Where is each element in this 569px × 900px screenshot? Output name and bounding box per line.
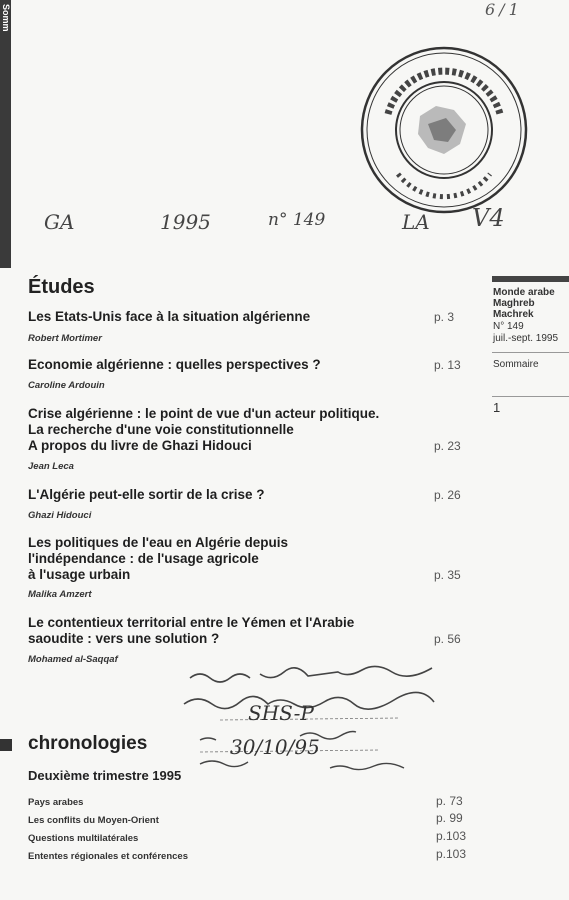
spine-label: Somm	[1, 4, 11, 32]
sidebar-accent-bar	[492, 276, 569, 282]
entry-page: p. 26	[434, 488, 461, 502]
sidebar-rule-1	[492, 352, 569, 353]
entry-title-line: à l'usage urbain	[28, 567, 131, 582]
handwritten-ref-4: LA	[402, 210, 430, 234]
entry-title-line: saoudite : vers une solution ?	[28, 631, 220, 646]
etudes-heading: Études	[28, 276, 95, 298]
entry-title: L'Algérie peut-elle sortir de la crise ?	[28, 487, 265, 502]
journal-name-line-3: Machrek	[493, 309, 534, 320]
stamp-code: SHS-P	[248, 701, 314, 725]
issue-date: juil.-sept. 1995	[493, 333, 559, 344]
page-number: 1	[493, 400, 501, 415]
handwritten-ref-1: GA	[44, 210, 75, 234]
library-seal-stamp	[358, 44, 530, 216]
entry-author: Robert Mortimer	[28, 333, 102, 344]
entry-title: Economie algérienne : quelles perspectives ?	[28, 357, 321, 372]
entry-author: Caroline Ardouin	[28, 380, 105, 391]
entry-page: p. 3	[434, 310, 455, 324]
chronology-item: Questions multilatérales	[28, 833, 139, 844]
handwritten-registration-stamp	[180, 660, 470, 780]
entry-author: Mohamed al-Saqqaf	[28, 654, 118, 665]
chronology-page: p. 73	[436, 794, 463, 808]
handwritten-ref-5: V4	[472, 204, 505, 232]
chronology-page: p.103	[436, 847, 467, 861]
entry-title-line: A propos du livre de Ghazi Hidouci	[28, 438, 252, 453]
top-handwritten-mark: 6/1	[485, 0, 523, 19]
sidebar-rule-2	[492, 396, 569, 397]
chronology-item: Les conflits du Moyen-Orient	[28, 815, 159, 826]
chronology-page: p.103	[436, 829, 467, 843]
entry-title-line: La recherche d'une voie constitutionnelle	[28, 422, 294, 437]
chronology-item: Ententes régionales et conférences	[28, 851, 188, 862]
chronologies-heading: chronologies	[28, 733, 148, 754]
chronologies-subheading: Deuxième trimestre 1995	[28, 768, 182, 783]
entry-page: p. 35	[434, 568, 461, 582]
section-label: Sommaire	[493, 359, 539, 370]
entry-page: p. 13	[434, 358, 461, 372]
entry-author: Ghazi Hidouci	[28, 510, 92, 521]
entry-title-line: l'indépendance : de l'usage agricole	[28, 551, 259, 566]
entry-author: Jean Leca	[28, 461, 74, 472]
stamp-date: 30/10/95	[230, 735, 320, 759]
chronologies-bullet	[0, 739, 12, 751]
journal-name-line-1: Monde arabe	[493, 287, 555, 298]
chronology-page: p. 99	[436, 811, 463, 825]
chronology-item: Pays arabes	[28, 797, 84, 808]
entry-title-line: Les politiques de l'eau en Algérie depuis	[28, 535, 289, 550]
issue-number: N° 149	[493, 321, 524, 332]
entry-author: Malika Amzert	[28, 589, 92, 600]
entry-page: p. 56	[434, 632, 461, 646]
entry-title: Les Etats-Unis face à la situation algérienne	[28, 309, 311, 324]
entry-page: p. 23	[434, 439, 461, 453]
journal-name-line-2: Maghreb	[493, 298, 535, 309]
handwritten-ref-3: n° 149	[268, 210, 326, 230]
entry-title-line: Crise algérienne : le point de vue d'un acteur politique.	[28, 406, 380, 421]
entry-title-line: Le contentieux territorial entre le Yémen et l'Arabie	[28, 615, 355, 630]
handwritten-ref-2: 1995	[160, 210, 211, 234]
